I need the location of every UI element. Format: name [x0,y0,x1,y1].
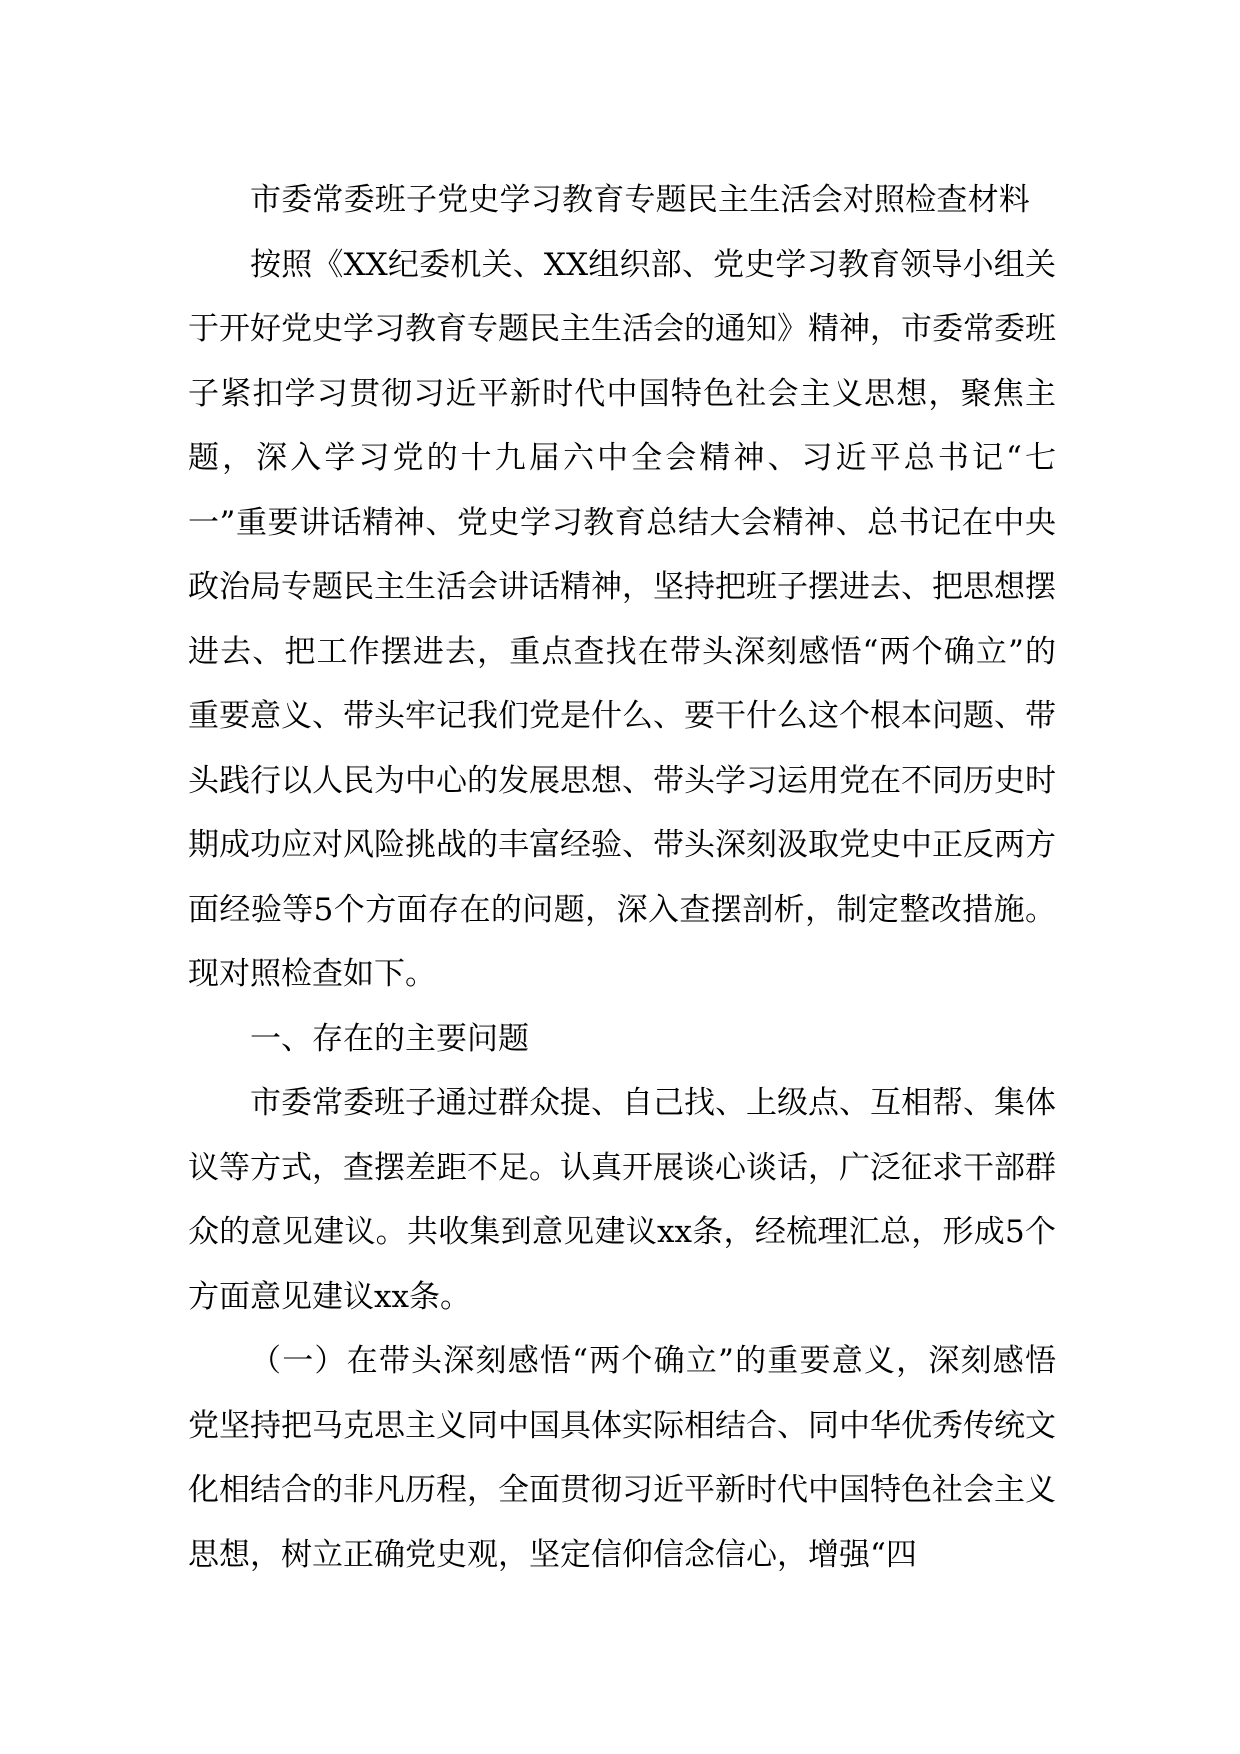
subsection1-paragraph: （一）在带头深刻感悟“两个确立”的重要意义，深刻感悟党坚持把马克思主义同中国具体实际相结合、同中华优秀传统文化相结合的非凡历程，全面贯彻习近平新时代中国特色社会主义思想，树立正确党史观，坚定信仰信念信心，增强“四 [188,1343,1056,1573]
section-heading-1: 一、存在的主要问题 [250,1020,529,1057]
section1-paragraph: 市委常委班子通过群众提、自己找、上级点、互相帮、集体议等方式，查摆差距不足。认真开展谈心谈话，广泛征求干部群众的意见建议。共收集到意见建议xx条，经梳理汇总，形成5个方面意见建议xx条。 [188,1085,1056,1315]
document-body [188,168,1056,1587]
intro-paragraph: 按照《XX纪委机关、XX组织部、党史学习教育领导小组关于开好党史学习教育专题民主生活会的通知》精神，市委常委班子紧扣学习贯彻习近平新时代中国特色社会主义思想，聚焦主题，深入学习党的十九届六中全会精神、习近平总书记“七一”重要讲话精神、党史学习教育总结大会精神、总书记在中央政治局专题民主生活会讲话精神，坚持把班子摆进去、把思想摆进去、把工作摆进去，重点查找在带头深刻感悟“两个确立”的重要意义、带头牢记我们党是什么、要干什么这个根本问题、带头践行以人民为中心的发展思想、带头学习运用党在不同历史时期成功应对风险挑战的丰富经验、带头深刻汲取党史中正反两方面经验等5个方面存在的问题，深入查摆剖析，制定整改措施。现对照检查如下。 [188,246,1056,992]
document-title: 市委常委班子党史学习教育专题民主生活会对照检查材料 [250,182,1030,218]
